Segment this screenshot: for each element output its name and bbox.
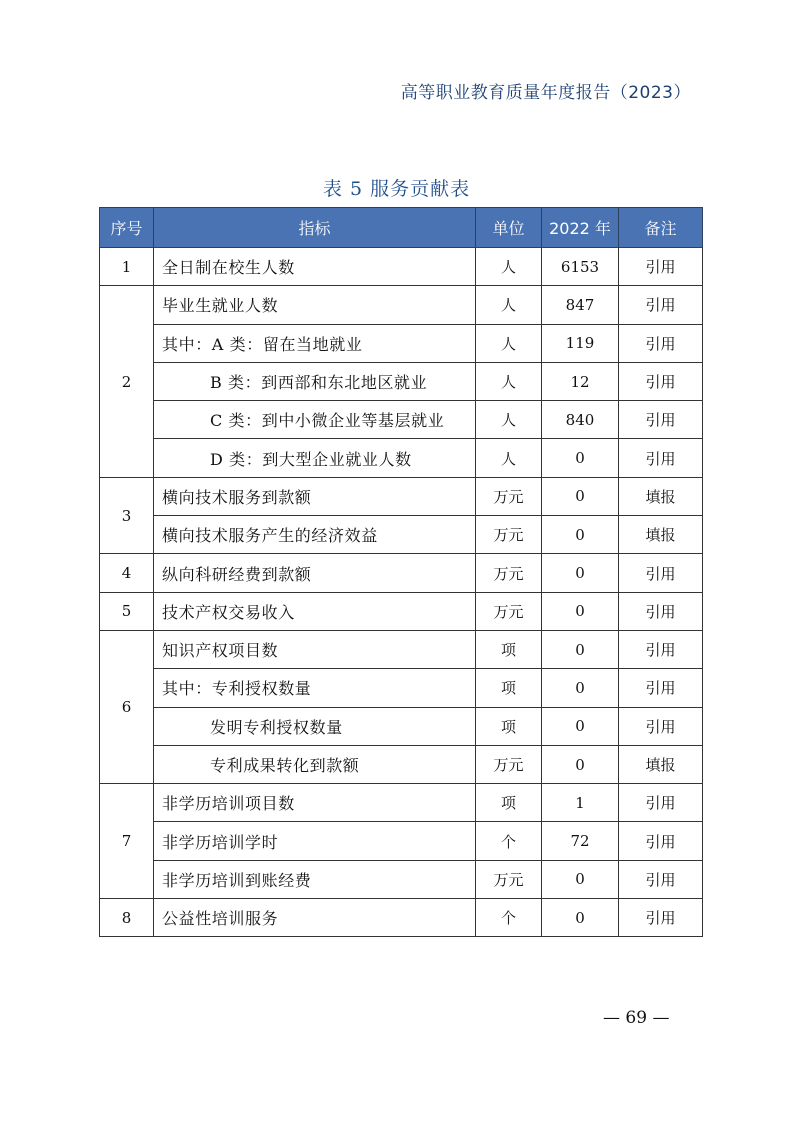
value-cell: 0 xyxy=(542,477,619,515)
row-number: 4 xyxy=(100,554,154,592)
unit-cell: 项 xyxy=(476,669,542,707)
value-cell: 6153 xyxy=(542,248,619,286)
table-row xyxy=(100,286,703,324)
column-header-indicator: 指标 xyxy=(154,208,476,248)
value-cell: 0 xyxy=(542,707,619,745)
unit-cell: 万元 xyxy=(476,592,542,630)
unit-cell: 万元 xyxy=(476,745,542,783)
row-number: 3 xyxy=(100,477,154,554)
value-cell: 1 xyxy=(542,784,619,822)
note-cell: 引用 xyxy=(619,822,703,860)
note-cell: 引用 xyxy=(619,324,703,362)
indicator-cell: 技术产权交易收入 xyxy=(154,592,476,630)
row-number: 6 xyxy=(100,630,154,783)
indicator-cell: 纵向科研经费到款额 xyxy=(154,554,476,592)
unit-cell: 项 xyxy=(476,707,542,745)
service-contribution-table xyxy=(99,207,703,937)
note-cell: 填报 xyxy=(619,516,703,554)
column-header-year: 2022 年 xyxy=(542,208,619,248)
table-row xyxy=(100,860,703,898)
value-cell: 119 xyxy=(542,324,619,362)
value-cell: 72 xyxy=(542,822,619,860)
table-row xyxy=(100,554,703,592)
indicator-cell: 专利成果转化到款额 xyxy=(154,745,476,783)
table-row xyxy=(100,592,703,630)
note-cell: 填报 xyxy=(619,745,703,783)
note-cell: 引用 xyxy=(619,554,703,592)
column-header-no: 序号 xyxy=(100,208,154,248)
note-cell: 引用 xyxy=(619,439,703,477)
indicator-cell: 公益性培训服务 xyxy=(154,899,476,937)
column-header-unit: 单位 xyxy=(476,208,542,248)
table-row xyxy=(100,784,703,822)
table-row xyxy=(100,477,703,515)
unit-cell: 万元 xyxy=(476,516,542,554)
unit-cell: 万元 xyxy=(476,477,542,515)
note-cell: 引用 xyxy=(619,630,703,668)
table-row xyxy=(100,822,703,860)
indicator-cell: B 类：到西部和东北地区就业 xyxy=(154,362,476,400)
column-header-note: 备注 xyxy=(619,208,703,248)
note-cell: 引用 xyxy=(619,362,703,400)
unit-cell: 个 xyxy=(476,899,542,937)
table-row xyxy=(100,669,703,707)
row-number: 8 xyxy=(100,899,154,937)
table-caption: 表 5 服务贡献表 xyxy=(322,178,471,200)
page-number: — 69 — xyxy=(603,1008,670,1028)
indicator-cell: D 类：到大型企业就业人数 xyxy=(154,439,476,477)
table-row xyxy=(100,439,703,477)
table-row xyxy=(100,745,703,783)
value-cell: 0 xyxy=(542,860,619,898)
unit-cell: 人 xyxy=(476,324,542,362)
note-cell: 引用 xyxy=(619,707,703,745)
unit-cell: 人 xyxy=(476,248,542,286)
note-cell: 引用 xyxy=(619,592,703,630)
note-cell: 引用 xyxy=(619,899,703,937)
note-cell: 引用 xyxy=(619,401,703,439)
unit-cell: 项 xyxy=(476,784,542,822)
unit-cell: 人 xyxy=(476,439,542,477)
indicator-cell: 知识产权项目数 xyxy=(154,630,476,668)
table-body xyxy=(100,248,703,937)
unit-cell: 万元 xyxy=(476,554,542,592)
unit-cell: 万元 xyxy=(476,860,542,898)
value-cell: 840 xyxy=(542,401,619,439)
unit-cell: 个 xyxy=(476,822,542,860)
value-cell: 12 xyxy=(542,362,619,400)
indicator-cell: 非学历培训到账经费 xyxy=(154,860,476,898)
table-row xyxy=(100,401,703,439)
value-cell: 0 xyxy=(542,745,619,783)
indicator-cell: 全日制在校生人数 xyxy=(154,248,476,286)
row-number: 7 xyxy=(100,784,154,899)
report-header: 高等职业教育质量年度报告（2023） xyxy=(400,83,691,103)
value-cell: 0 xyxy=(542,592,619,630)
indicator-cell: 其中：专利授权数量 xyxy=(154,669,476,707)
table-row xyxy=(100,248,703,286)
table-row xyxy=(100,324,703,362)
indicator-cell: 非学历培训学时 xyxy=(154,822,476,860)
table-row xyxy=(100,516,703,554)
table-header-row xyxy=(100,208,703,248)
row-number: 2 xyxy=(100,286,154,477)
row-number: 1 xyxy=(100,248,154,286)
value-cell: 0 xyxy=(542,669,619,707)
value-cell: 0 xyxy=(542,439,619,477)
indicator-cell: 横向技术服务到款额 xyxy=(154,477,476,515)
indicator-cell: 横向技术服务产生的经济效益 xyxy=(154,516,476,554)
value-cell: 0 xyxy=(542,554,619,592)
value-cell: 0 xyxy=(542,899,619,937)
indicator-cell: 毕业生就业人数 xyxy=(154,286,476,324)
table-row xyxy=(100,630,703,668)
indicator-cell: 发明专利授权数量 xyxy=(154,707,476,745)
table-row xyxy=(100,707,703,745)
unit-cell: 人 xyxy=(476,362,542,400)
indicator-cell: C 类：到中小微企业等基层就业 xyxy=(154,401,476,439)
unit-cell: 项 xyxy=(476,630,542,668)
unit-cell: 人 xyxy=(476,401,542,439)
value-cell: 847 xyxy=(542,286,619,324)
note-cell: 引用 xyxy=(619,248,703,286)
note-cell: 填报 xyxy=(619,477,703,515)
unit-cell: 人 xyxy=(476,286,542,324)
note-cell: 引用 xyxy=(619,784,703,822)
table-row xyxy=(100,899,703,937)
value-cell: 0 xyxy=(542,516,619,554)
note-cell: 引用 xyxy=(619,860,703,898)
note-cell: 引用 xyxy=(619,669,703,707)
row-number: 5 xyxy=(100,592,154,630)
indicator-cell: 其中：A 类：留在当地就业 xyxy=(154,324,476,362)
table-row xyxy=(100,362,703,400)
value-cell: 0 xyxy=(542,630,619,668)
indicator-cell: 非学历培训项目数 xyxy=(154,784,476,822)
note-cell: 引用 xyxy=(619,286,703,324)
